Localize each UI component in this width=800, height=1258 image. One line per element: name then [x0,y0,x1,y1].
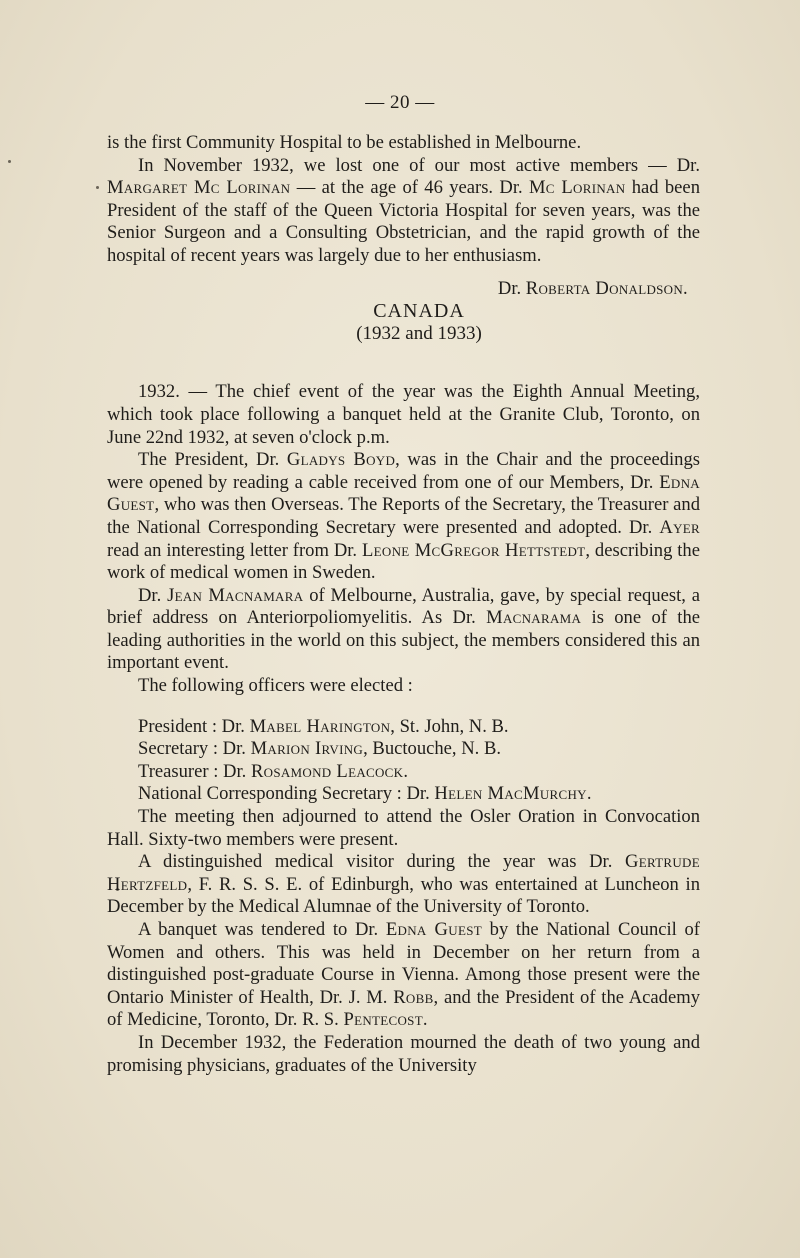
person-name: Helen MacMurchy. [434,783,592,805]
officer-secretary: Secretary : Dr. Marion Irving, Buctouche, N. B. [138,738,502,760]
page-number: — 20 — [365,92,435,113]
paragraph-osler-oration: The meeting then adjourned to attend the Osler Oration in Convocation Hall. Sixty-two members were present. [107,806,700,850]
person-name: Gertrude Hertzfeld [107,851,700,895]
officer-corresponding-secretary: National Corresponding Secretary : Dr. Helen MacMurchy. [138,783,592,805]
person-name: Pentecost. [343,1009,428,1031]
person-name: Rosamond Leacock. [250,760,409,782]
paragraph-mc-lorinan: In November 1932, we lost one of our most active members — Dr. Margaret Mc Lorinan — at the age of 46 years. Dr. Mc Lorinan had been President of the staff of the Queen Victoria Hospital for seven years, was the Senior Surgeon and a Consulting Obstetrician, and the rapid growth of the hospital of recent years was largely due to her enthusiasm. [107,154,700,266]
section-heading: CANADA [373,300,465,323]
signature-line: Dr. Roberta Donaldson. [497,277,688,299]
person-name: Jean Macnamara [167,584,304,606]
person-name: Macnarama [486,607,582,629]
person-name: Edna Guest [385,919,482,940]
person-name: Margaret Mc Lorinan [107,177,291,199]
person-name: Mabel Harington [249,715,391,737]
page-body [107,132,700,1077]
paragraph-banquet: A banquet was tendered to Dr. Edna Guest by the National Council of Women and others. This was held in December on her return from a distinguished post-graduate Course in Vienna. Among those present were the Ontario Minister of Health, Dr. J. M. Robb, and the President of the Academy of Medicine, Toronto, Dr. R. S. Pentecost. [107,919,700,1031]
paragraph-officers-intro: The following officers were elected : [138,675,413,697]
paragraph-federation-mourned: In December 1932, the Federation mourned the death of two young and promising physicians, graduates of the University [107,1031,700,1076]
section-subheading: (1932 and 1933) [356,322,482,344]
paper-speck [8,160,11,163]
paragraph-proceedings: The President, Dr. Gladys Boyd, was in the Chair and the proceedings were opened by reading a cable received from one of our Members, Dr. Edna Guest, who was then Overseas. The Reports of the Secretary, the Treasurer and the National Corresponding Secretary were presented and adopted. Dr. Ayer read an interesting letter from Dr. Leone McGregor Hettstedt, describing the work of medical women in Sweden. [107,449,700,584]
officer-president: President : Dr. Mabel Harington, St. John, N. B. [138,715,509,737]
paragraph-macnamara: Dr. Jean Macnamara of Melbourne, Australia, gave, by special request, a brief address on Anteriorpoliomyelitis. As Dr. Macnarama is one of the leading authorities in the world on this subject, the members considered this an important event. [107,584,700,674]
paragraph-hertzfeld: A distinguished medical visitor during the year was Dr. Gertrude Hertzfeld, F. R. S. S. E. of Edinburgh, who was entertained at Luncheon in December by the Medical Alumnae of the University of Toronto. [107,851,700,918]
person-name: Marion Irving [250,738,364,760]
person-name: Gladys Boyd [286,449,396,471]
person-name: Ayer [659,516,700,538]
paragraph-continuation: is the first Community Hospital to be established in Melbourne. [107,132,582,153]
officers-list [107,716,700,806]
signature-name: Roberta Donaldson. [525,277,688,299]
paragraph-annual-meeting: 1932. — The chief event of the year was the Eighth Annual Meeting, which took place following a banquet held at the Granite Club, Toronto, on June 22nd 1932, at seven o'clock p.m. [107,381,700,448]
paper-speck [96,186,99,189]
officer-treasurer: Treasurer : Dr. Rosamond Leacock. [138,760,409,782]
person-name: Robb [393,986,434,1008]
person-name: Edna Guest [107,471,700,516]
person-name: Leone McGregor Hettstedt [361,539,586,561]
person-name: Mc Lorinan [528,177,626,199]
